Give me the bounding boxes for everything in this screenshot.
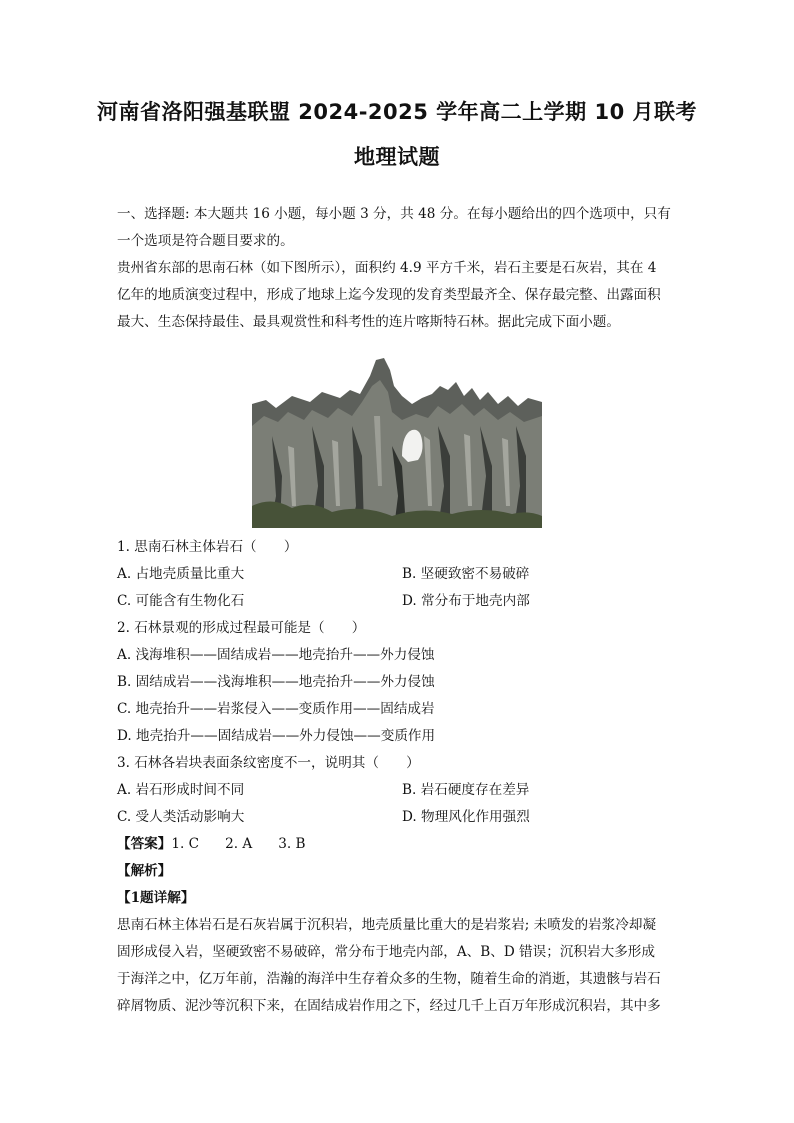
question-1-option-c: C. 可能含有生物化石 [117, 593, 245, 609]
section-intro-line-1: 一、选择题: 本大题共 16 小题，每小题 3 分，共 48 分。在每小题给出的四个选项中，只有 [117, 206, 671, 222]
question-1-option-a: A. 占地壳质量比重大 [117, 566, 245, 582]
question-3-stem: 3. 石林各岩块表面条纹密度不一，说明其（ ） [117, 755, 420, 771]
question-3-option-c: C. 受人类活动影响大 [117, 809, 245, 825]
question-3-option-b: B. 岩石硬度存在差异 [402, 782, 530, 798]
question-2-option-b: B. 固结成岩——浅海堆积——地壳抬升——外力侵蚀 [117, 674, 435, 690]
answer-1: 1. C [171, 836, 200, 852]
question-1-stem: 1. 思南石林主体岩石（ ） [117, 539, 298, 555]
answer-label: 【答案】 [117, 836, 172, 852]
answer-2: 2. A [225, 836, 253, 852]
stone-forest-photo [252, 356, 542, 528]
material-line-1: 贵州省东部的思南石林（如下图所示），面积约 4.9 平方千米，岩石主要是石灰岩，其在 4 [117, 260, 657, 276]
document-subtitle: 地理试题 [354, 145, 440, 169]
analysis-line-4: 碎屑物质、泥沙等沉积下来，在固结成岩作用之下，经过几千上百万年形成沉积岩，其中多 [117, 998, 661, 1014]
question-1-option-b: B. 坚硬致密不易破碎 [402, 566, 530, 582]
analysis-line-3: 于海洋之中，亿万年前，浩瀚的海洋中生存着众多的生物，随着生命的消逝，其遗骸与岩石 [117, 971, 661, 987]
question-2-option-d: D. 地壳抬升——固结成岩——外力侵蚀——变质作用 [117, 728, 436, 744]
question-2-stem: 2. 石林景观的形成过程最可能是（ ） [117, 620, 366, 636]
analysis-line-2: 固形成侵入岩，坚硬致密不易破碎，常分布于地壳内部，A、B、D 错误；沉积岩大多形成 [117, 944, 655, 960]
question-1-option-d: D. 常分布于地壳内部 [402, 593, 530, 609]
question-3-option-a: A. 岩石形成时间不同 [117, 782, 245, 798]
section-intro-line-2: 一个选项是符合题目要求的。 [117, 233, 294, 249]
question-2-option-c: C. 地壳抬升——岩浆侵入——变质作用——固结成岩 [117, 701, 435, 717]
material-line-2: 亿年的地质演变过程中，形成了地球上迄今发现的发育类型最齐全、保存最完整、出露面积 [117, 287, 661, 303]
document-title: 河南省洛阳强基联盟 2024-2025 学年高二上学期 10 月联考 [96, 100, 698, 124]
analysis-label: 【解析】 [117, 863, 172, 879]
answer-line [117, 835, 305, 853]
analysis-line-1: 思南石林主体岩石是石灰岩属于沉积岩，地壳质量比重大的是岩浆岩; 未喷发的岩浆冷却凝 [117, 917, 657, 933]
question-2-option-a: A. 浅海堆积——固结成岩——地壳抬升——外力侵蚀 [117, 647, 435, 663]
material-line-3: 最大、生态保持最佳、最具观赏性和科考性的连片喀斯特石林。据此完成下面小题。 [117, 314, 620, 330]
answer-3: 3. B [278, 836, 306, 852]
question-3-option-d: D. 物理风化作用强烈 [402, 809, 530, 825]
analysis-sub-label: 【1题详解】 [117, 890, 195, 906]
